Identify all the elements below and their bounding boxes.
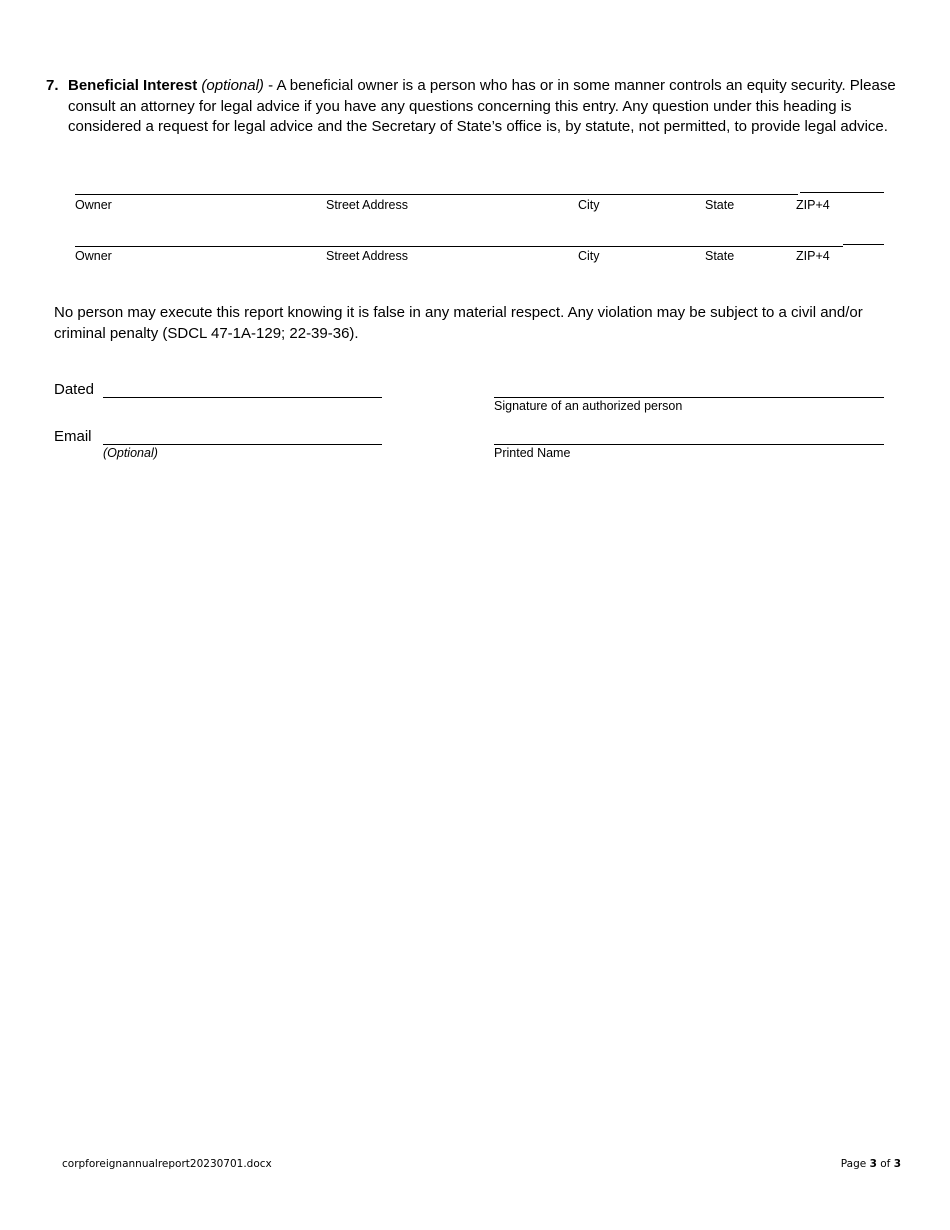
footer-filename: corpforeignannualreport20230701.docx xyxy=(62,1158,272,1170)
printed-name-field[interactable] xyxy=(494,444,884,445)
signature-field[interactable] xyxy=(494,397,884,398)
section-text xyxy=(68,76,906,138)
page-number xyxy=(841,1158,901,1170)
section-number: 7. xyxy=(46,77,59,94)
email-label: Email xyxy=(54,428,92,445)
signature-caption: Signature of an authorized person xyxy=(494,399,683,413)
owner-row-1-zip-line[interactable] xyxy=(800,192,884,193)
street-address-label: Street Address xyxy=(326,249,408,263)
penalty-statement: No person may execute this report knowing it is false in any material respect. Any violation may be subject to a civil and/or criminal penalty (SDCL 47-1A-129; 22-39-36). xyxy=(54,304,863,342)
state-label: State xyxy=(705,249,735,263)
page-total: 3 xyxy=(893,1158,901,1170)
city-label: City xyxy=(578,198,600,212)
owner-label: Owner xyxy=(75,198,112,212)
beneficial-interest-section xyxy=(46,76,906,138)
state-label: State xyxy=(705,198,735,212)
street-address-label: Street Address xyxy=(326,198,408,212)
dated-label: Dated xyxy=(54,381,95,398)
printed-name-caption: Printed Name xyxy=(494,446,571,460)
zip-label: ZIP+4 xyxy=(796,249,830,263)
section-body-rest: Please consult an attorney for legal advice if you have any questions concerning this entry. Any question under this heading is considered a request for legal advice and the Secretary of State’s office is, by statute, not permitted, to provide legal advice. xyxy=(68,77,896,136)
page-current: 3 xyxy=(869,1158,877,1170)
owner-row-2-zip-line[interactable] xyxy=(843,244,884,245)
owner-row-1-line[interactable] xyxy=(75,194,798,195)
email-optional-note: (Optional) xyxy=(103,446,158,460)
section-body-first: - A beneficial owner is a person who has or in some manner controls an equity security. xyxy=(263,77,846,94)
zip-label: ZIP+4 xyxy=(796,198,830,212)
section-heading: Beneficial Interest xyxy=(68,77,198,94)
page-of: of xyxy=(880,1158,891,1170)
email-field[interactable] xyxy=(103,444,382,445)
owner-row-2-line[interactable] xyxy=(75,246,843,247)
dated-field[interactable] xyxy=(103,397,382,398)
page-word: Page xyxy=(840,1158,867,1170)
city-label: City xyxy=(578,249,600,263)
optional-note: (optional) xyxy=(201,77,264,94)
owner-label: Owner xyxy=(75,249,112,263)
